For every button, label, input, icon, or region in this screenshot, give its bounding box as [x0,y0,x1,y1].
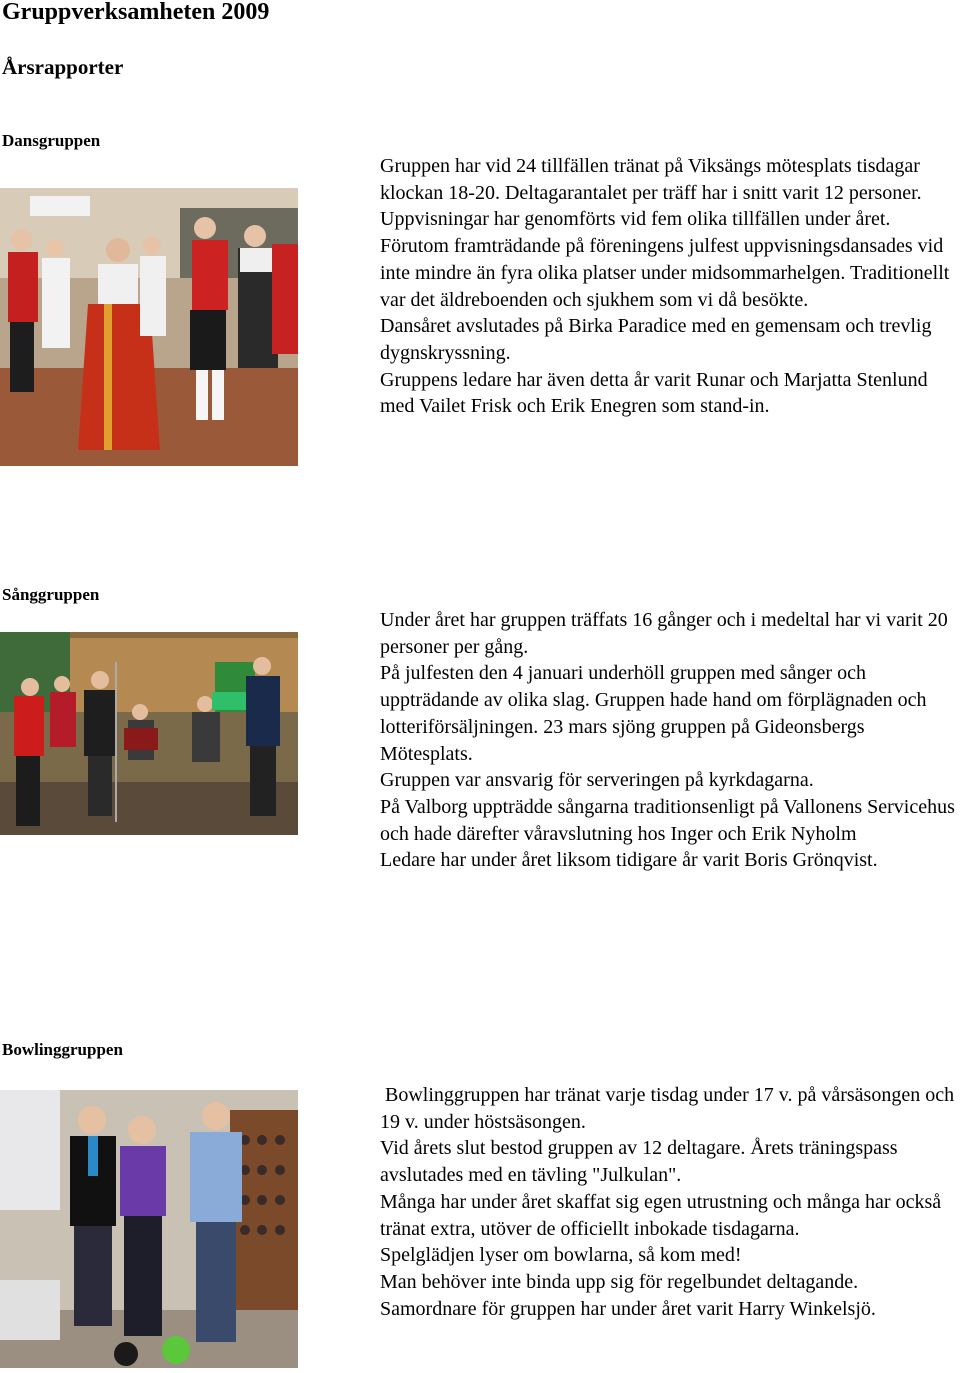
paragraph: Bowlinggruppen har tränat varje tisdag under 17 v. på vårsäsongen och 19 v. under höstsäsongen. [380,1084,960,1133]
paragraph: Man behöver inte binda upp sig för regelbundet deltagande. [380,1270,859,1293]
paragraph: Många har under året skaffat sig egen utrustning och många har också tränat extra, utöver de officiellt inbokade tisdagarna. [380,1190,942,1240]
paragraph: På Valborg uppträdde sångarna traditionsenligt på Vallonens Servicehus och hade därefter våravslutning hos Inger och Erik Nyholm [380,795,955,845]
section-heading-bowlinggruppen: Bowlinggruppen [2,1040,123,1059]
paragraph: Spelglädjen lyser om bowlarna, så kom med! [380,1244,742,1267]
paragraph: Under året har gruppen träffats 16 gånger och i medeltal har vi varit 20 personer per gång. [380,609,948,658]
section-text-sanggruppen [380,607,960,874]
page-subtitle: Årsrapporter [2,55,124,79]
paragraph: Uppvisningar har genomförts vid fem olika tillfällen under året. Förutom framträdande på föreningens julfest uppvisningsdansades vid inte mindre än fyra olika platser under midsommarhelgen. Traditionellt var det äldreboenden och sjukhem som vi då besökte. [380,208,950,311]
page-title: Gruppverksamheten 2009 [2,0,270,25]
paragraph: Samordnare för gruppen har under året varit Harry Winkelsjö. [380,1297,876,1320]
paragraph: Ledare har under året liksom tidigare år varit Boris Grönqvist. [380,849,878,872]
section-text-dansgruppen [380,153,960,420]
paragraph: Vid årets slut bestod gruppen av 12 deltagare. Årets träningspass avslutades med en tävling "Julkulan". [380,1137,898,1187]
choir-photo-icon [0,632,298,835]
paragraph: Gruppen var ansvarig för serveringen på kyrkdagarna. [380,769,814,792]
section-heading-sanggruppen: Sånggruppen [2,585,100,604]
paragraph: Gruppens ledare har även detta år varit Runar och Marjatta Stenlund med Vailet Frisk och Erik Enegren som stand-in. [380,368,928,418]
folk-dance-photo-icon [0,188,298,466]
bowling-photo-icon [0,1090,298,1368]
paragraph: Dansåret avslutades på Birka Paradice med en gemensam och trevlig dygnskryssning. [380,315,932,364]
paragraph: På julfesten den 4 januari underhöll gruppen med sånger och uppträdande av olika slag. Gruppen hade hand om förplägnaden och lotteriförsäljningen. 23 mars sjöng gruppen på Gideonsbergs Mötesplats. [380,662,927,765]
section-text-bowlinggruppen [380,1082,960,1322]
paragraph: Gruppen har vid 24 tillfällen tränat på Viksängs mötesplats tisdagar klockan 18-20. Deltagarantalet per träff har i snitt varit 12 personer. [380,155,922,204]
section-heading-dansgruppen: Dansgruppen [2,131,101,150]
